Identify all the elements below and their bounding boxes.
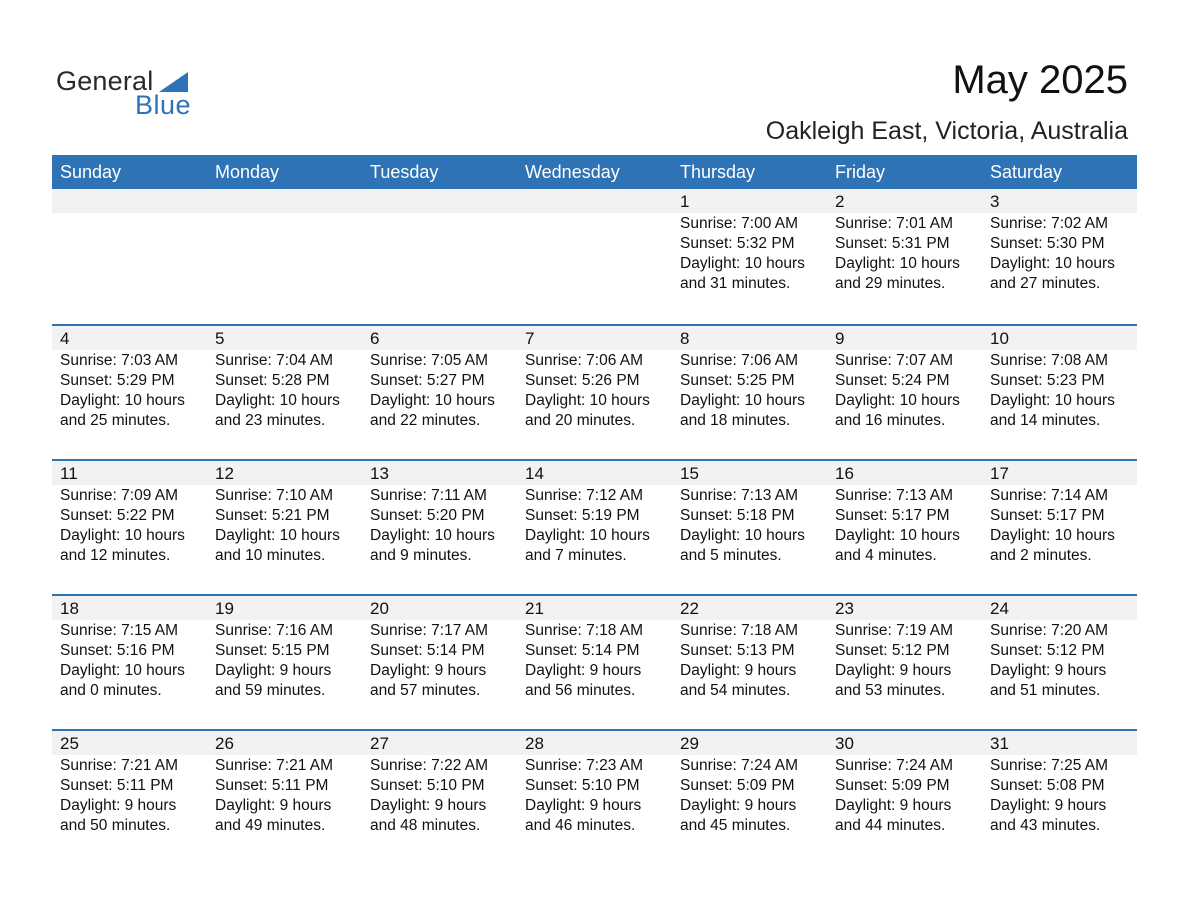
sunrise-text: Sunrise: 7:00 AM <box>680 215 799 232</box>
week-row <box>52 324 1137 459</box>
day-info <box>672 350 827 431</box>
week-row <box>52 189 1137 324</box>
day-number: 3 <box>982 189 1137 213</box>
day-cell <box>207 461 362 594</box>
day-info <box>52 755 207 836</box>
week-row <box>52 459 1137 594</box>
day-number: 12 <box>207 461 362 485</box>
sunset-text: Sunset: 5:18 PM <box>680 507 795 524</box>
day-cell <box>672 461 827 594</box>
sunrise-text: Sunrise: 7:21 AM <box>215 757 334 774</box>
sunset-text: Sunset: 5:09 PM <box>835 777 950 794</box>
day-cell <box>982 189 1137 324</box>
day-info <box>362 620 517 701</box>
day-cell <box>207 189 362 324</box>
day-number <box>362 189 517 213</box>
daylight-minutes-text: and 14 minutes. <box>990 412 1101 429</box>
day-info <box>827 213 982 294</box>
sunset-text: Sunset: 5:21 PM <box>215 507 330 524</box>
sunset-text: Sunset: 5:16 PM <box>60 642 175 659</box>
sunrise-text: Sunrise: 7:12 AM <box>525 487 644 504</box>
day-info <box>517 485 672 566</box>
sunset-text: Sunset: 5:32 PM <box>680 235 795 252</box>
day-cell <box>827 189 982 324</box>
daylight-text: Daylight: 10 hours <box>60 662 185 679</box>
daylight-minutes-text: and 31 minutes. <box>680 275 791 292</box>
sunrise-text: Sunrise: 7:11 AM <box>370 487 487 504</box>
day-cell <box>362 461 517 594</box>
sunrise-text: Sunrise: 7:02 AM <box>990 215 1109 232</box>
day-cell <box>982 596 1137 729</box>
daylight-minutes-text: and 50 minutes. <box>60 817 171 834</box>
day-cell <box>207 731 362 864</box>
sunrise-text: Sunrise: 7:23 AM <box>525 757 644 774</box>
daylight-minutes-text: and 45 minutes. <box>680 817 791 834</box>
day-info <box>207 755 362 836</box>
day-number: 31 <box>982 731 1137 755</box>
sunrise-text: Sunrise: 7:05 AM <box>370 352 489 369</box>
day-info <box>982 755 1137 836</box>
day-info <box>672 620 827 701</box>
daylight-text: Daylight: 10 hours <box>525 392 650 409</box>
daylight-text: Daylight: 9 hours <box>525 662 642 679</box>
day-cell <box>672 189 827 324</box>
sunset-text: Sunset: 5:19 PM <box>525 507 640 524</box>
sunrise-text: Sunrise: 7:15 AM <box>60 622 179 639</box>
daylight-minutes-text: and 18 minutes. <box>680 412 791 429</box>
day-info <box>982 213 1137 294</box>
week-row <box>52 729 1137 864</box>
daylight-minutes-text: and 57 minutes. <box>370 682 481 699</box>
day-cell <box>517 731 672 864</box>
sunset-text: Sunset: 5:17 PM <box>835 507 950 524</box>
day-number: 26 <box>207 731 362 755</box>
day-info <box>207 213 362 214</box>
daylight-minutes-text: and 23 minutes. <box>215 412 326 429</box>
weekday-saturday: Saturday <box>990 162 1063 182</box>
daylight-text: Daylight: 9 hours <box>215 797 332 814</box>
daylight-minutes-text: and 7 minutes. <box>525 547 627 564</box>
daylight-text: Daylight: 9 hours <box>370 662 487 679</box>
daylight-text: Daylight: 10 hours <box>835 392 960 409</box>
day-info <box>207 620 362 701</box>
sunset-text: Sunset: 5:10 PM <box>370 777 485 794</box>
daylight-text: Daylight: 9 hours <box>525 797 642 814</box>
daylight-text: Daylight: 10 hours <box>835 255 960 272</box>
day-info <box>827 350 982 431</box>
sunset-text: Sunset: 5:14 PM <box>525 642 640 659</box>
page-title: May 2025 <box>952 58 1128 102</box>
sunset-text: Sunset: 5:28 PM <box>215 372 330 389</box>
daylight-minutes-text: and 43 minutes. <box>990 817 1101 834</box>
day-number <box>517 189 672 213</box>
daylight-minutes-text: and 10 minutes. <box>215 547 326 564</box>
sunset-text: Sunset: 5:10 PM <box>525 777 640 794</box>
sunset-text: Sunset: 5:12 PM <box>835 642 950 659</box>
daylight-minutes-text: and 49 minutes. <box>215 817 326 834</box>
daylight-minutes-text: and 56 minutes. <box>525 682 636 699</box>
daylight-text: Daylight: 10 hours <box>370 527 495 544</box>
day-info <box>362 350 517 431</box>
sunrise-text: Sunrise: 7:04 AM <box>215 352 334 369</box>
sunrise-text: Sunrise: 7:14 AM <box>990 487 1109 504</box>
day-cell <box>827 326 982 459</box>
day-cell <box>827 731 982 864</box>
day-number: 27 <box>362 731 517 755</box>
day-cell <box>362 189 517 324</box>
sunrise-text: Sunrise: 7:24 AM <box>835 757 954 774</box>
location-subtitle: Oakleigh East, Victoria, Australia <box>765 117 1128 145</box>
weekday-friday: Friday <box>835 162 886 182</box>
sunset-text: Sunset: 5:30 PM <box>990 235 1105 252</box>
day-number: 11 <box>52 461 207 485</box>
daylight-text: Daylight: 10 hours <box>835 527 960 544</box>
day-info <box>362 213 517 214</box>
daylight-text: Daylight: 9 hours <box>680 797 797 814</box>
logo-text-blue: Blue <box>135 90 192 120</box>
day-info <box>52 485 207 566</box>
day-number: 30 <box>827 731 982 755</box>
daylight-text: Daylight: 9 hours <box>990 662 1107 679</box>
day-cell <box>362 731 517 864</box>
day-cell <box>982 326 1137 459</box>
logo-triangle-icon <box>159 72 188 92</box>
day-number: 6 <box>362 326 517 350</box>
day-number: 10 <box>982 326 1137 350</box>
day-number: 24 <box>982 596 1137 620</box>
day-cell <box>362 596 517 729</box>
day-number: 1 <box>672 189 827 213</box>
day-number: 4 <box>52 326 207 350</box>
day-number: 16 <box>827 461 982 485</box>
day-number: 20 <box>362 596 517 620</box>
day-cell <box>672 326 827 459</box>
sunrise-text: Sunrise: 7:18 AM <box>525 622 644 639</box>
day-number: 5 <box>207 326 362 350</box>
daylight-minutes-text: and 4 minutes. <box>835 547 937 564</box>
daylight-minutes-text: and 51 minutes. <box>990 682 1101 699</box>
daylight-minutes-text: and 22 minutes. <box>370 412 481 429</box>
sunrise-text: Sunrise: 7:16 AM <box>215 622 334 639</box>
daylight-text: Daylight: 9 hours <box>60 797 177 814</box>
sunset-text: Sunset: 5:12 PM <box>990 642 1105 659</box>
day-info <box>517 213 672 214</box>
sunrise-text: Sunrise: 7:25 AM <box>990 757 1109 774</box>
sunset-text: Sunset: 5:15 PM <box>215 642 330 659</box>
sunset-text: Sunset: 5:27 PM <box>370 372 485 389</box>
daylight-minutes-text: and 5 minutes. <box>680 547 782 564</box>
sunrise-text: Sunrise: 7:03 AM <box>60 352 179 369</box>
day-info <box>52 213 207 214</box>
daylight-minutes-text: and 20 minutes. <box>525 412 636 429</box>
weekday-tuesday: Tuesday <box>370 162 439 182</box>
daylight-minutes-text: and 2 minutes. <box>990 547 1092 564</box>
daylight-text: Daylight: 10 hours <box>215 527 340 544</box>
sunrise-text: Sunrise: 7:20 AM <box>990 622 1109 639</box>
day-cell <box>52 731 207 864</box>
day-number <box>207 189 362 213</box>
day-number: 21 <box>517 596 672 620</box>
daylight-text: Daylight: 9 hours <box>370 797 487 814</box>
day-cell <box>672 596 827 729</box>
day-number: 28 <box>517 731 672 755</box>
day-cell <box>362 326 517 459</box>
day-number: 29 <box>672 731 827 755</box>
sunrise-text: Sunrise: 7:13 AM <box>835 487 954 504</box>
daylight-text: Daylight: 10 hours <box>990 527 1115 544</box>
daylight-minutes-text: and 16 minutes. <box>835 412 946 429</box>
day-info <box>207 350 362 431</box>
daylight-minutes-text: and 54 minutes. <box>680 682 791 699</box>
day-number: 8 <box>672 326 827 350</box>
sunset-text: Sunset: 5:09 PM <box>680 777 795 794</box>
sunrise-text: Sunrise: 7:24 AM <box>680 757 799 774</box>
day-cell <box>982 461 1137 594</box>
day-info <box>827 755 982 836</box>
day-cell <box>517 189 672 324</box>
sunset-text: Sunset: 5:20 PM <box>370 507 485 524</box>
day-cell <box>52 461 207 594</box>
calendar-grid <box>52 155 1137 864</box>
sunset-text: Sunset: 5:14 PM <box>370 642 485 659</box>
day-number: 23 <box>827 596 982 620</box>
daylight-minutes-text: and 25 minutes. <box>60 412 171 429</box>
day-info <box>827 485 982 566</box>
day-number: 7 <box>517 326 672 350</box>
sunrise-text: Sunrise: 7:06 AM <box>525 352 644 369</box>
day-info <box>207 485 362 566</box>
day-number: 9 <box>827 326 982 350</box>
sunrise-text: Sunrise: 7:08 AM <box>990 352 1109 369</box>
daylight-minutes-text: and 53 minutes. <box>835 682 946 699</box>
day-cell <box>827 596 982 729</box>
day-cell <box>517 596 672 729</box>
sunset-text: Sunset: 5:17 PM <box>990 507 1105 524</box>
day-number: 22 <box>672 596 827 620</box>
day-number: 2 <box>827 189 982 213</box>
day-number <box>52 189 207 213</box>
daylight-minutes-text: and 59 minutes. <box>215 682 326 699</box>
day-info <box>982 620 1137 701</box>
day-info <box>827 620 982 701</box>
sunrise-text: Sunrise: 7:21 AM <box>60 757 179 774</box>
daylight-minutes-text: and 46 minutes. <box>525 817 636 834</box>
day-info <box>672 755 827 836</box>
day-cell <box>207 326 362 459</box>
sunrise-text: Sunrise: 7:10 AM <box>215 487 334 504</box>
day-info <box>52 350 207 431</box>
day-number: 18 <box>52 596 207 620</box>
sunset-text: Sunset: 5:11 PM <box>60 777 174 794</box>
daylight-minutes-text: and 9 minutes. <box>370 547 472 564</box>
daylight-text: Daylight: 10 hours <box>215 392 340 409</box>
daylight-text: Daylight: 9 hours <box>835 797 952 814</box>
day-cell <box>982 731 1137 864</box>
weeks-container <box>52 189 1137 864</box>
day-cell <box>517 326 672 459</box>
day-cell <box>52 189 207 324</box>
sunset-text: Sunset: 5:11 PM <box>215 777 329 794</box>
day-number: 15 <box>672 461 827 485</box>
day-number: 25 <box>52 731 207 755</box>
daylight-text: Daylight: 9 hours <box>990 797 1107 814</box>
sunset-text: Sunset: 5:23 PM <box>990 372 1105 389</box>
daylight-text: Daylight: 10 hours <box>370 392 495 409</box>
week-row <box>52 594 1137 729</box>
daylight-text: Daylight: 9 hours <box>680 662 797 679</box>
sunrise-text: Sunrise: 7:09 AM <box>60 487 179 504</box>
day-cell <box>52 596 207 729</box>
sunset-text: Sunset: 5:29 PM <box>60 372 175 389</box>
day-info <box>982 350 1137 431</box>
daylight-minutes-text: and 12 minutes. <box>60 547 171 564</box>
sunrise-text: Sunrise: 7:07 AM <box>835 352 954 369</box>
day-info <box>672 213 827 294</box>
daylight-minutes-text: and 27 minutes. <box>990 275 1101 292</box>
sunrise-text: Sunrise: 7:06 AM <box>680 352 799 369</box>
daylight-text: Daylight: 10 hours <box>680 392 805 409</box>
day-number: 19 <box>207 596 362 620</box>
daylight-text: Daylight: 10 hours <box>680 255 805 272</box>
day-cell <box>672 731 827 864</box>
sunrise-text: Sunrise: 7:17 AM <box>370 622 489 639</box>
logo <box>56 66 216 122</box>
day-info <box>517 350 672 431</box>
weekday-thursday: Thursday <box>680 162 756 182</box>
sunset-text: Sunset: 5:24 PM <box>835 372 950 389</box>
day-number: 17 <box>982 461 1137 485</box>
daylight-minutes-text: and 48 minutes. <box>370 817 481 834</box>
sunset-text: Sunset: 5:22 PM <box>60 507 175 524</box>
day-cell <box>52 326 207 459</box>
daylight-text: Daylight: 9 hours <box>215 662 332 679</box>
day-info <box>517 755 672 836</box>
day-info <box>362 755 517 836</box>
day-number: 14 <box>517 461 672 485</box>
weekday-wednesday: Wednesday <box>525 162 620 182</box>
sunrise-text: Sunrise: 7:19 AM <box>835 622 954 639</box>
daylight-minutes-text: and 0 minutes. <box>60 682 162 699</box>
day-info <box>52 620 207 701</box>
daylight-text: Daylight: 10 hours <box>990 392 1115 409</box>
sunrise-text: Sunrise: 7:18 AM <box>680 622 799 639</box>
sunset-text: Sunset: 5:26 PM <box>525 372 640 389</box>
sunrise-text: Sunrise: 7:01 AM <box>835 215 954 232</box>
logo-text-general: General <box>56 66 154 96</box>
daylight-text: Daylight: 10 hours <box>990 255 1115 272</box>
daylight-text: Daylight: 9 hours <box>835 662 952 679</box>
day-cell <box>827 461 982 594</box>
day-cell <box>207 596 362 729</box>
day-info <box>362 485 517 566</box>
daylight-text: Daylight: 10 hours <box>525 527 650 544</box>
day-cell <box>517 461 672 594</box>
sunrise-text: Sunrise: 7:13 AM <box>680 487 799 504</box>
weekday-sunday: Sunday <box>60 162 122 182</box>
daylight-text: Daylight: 10 hours <box>60 392 185 409</box>
sunset-text: Sunset: 5:13 PM <box>680 642 795 659</box>
daylight-text: Daylight: 10 hours <box>60 527 185 544</box>
daylight-minutes-text: and 44 minutes. <box>835 817 946 834</box>
day-number: 13 <box>362 461 517 485</box>
day-info <box>982 485 1137 566</box>
weekday-header <box>52 155 1137 189</box>
daylight-text: Daylight: 10 hours <box>680 527 805 544</box>
sunset-text: Sunset: 5:31 PM <box>835 235 950 252</box>
sunrise-text: Sunrise: 7:22 AM <box>370 757 489 774</box>
day-info <box>672 485 827 566</box>
sunset-text: Sunset: 5:25 PM <box>680 372 795 389</box>
weekday-monday: Monday <box>215 162 280 182</box>
day-info <box>517 620 672 701</box>
sunset-text: Sunset: 5:08 PM <box>990 777 1105 794</box>
daylight-minutes-text: and 29 minutes. <box>835 275 946 292</box>
